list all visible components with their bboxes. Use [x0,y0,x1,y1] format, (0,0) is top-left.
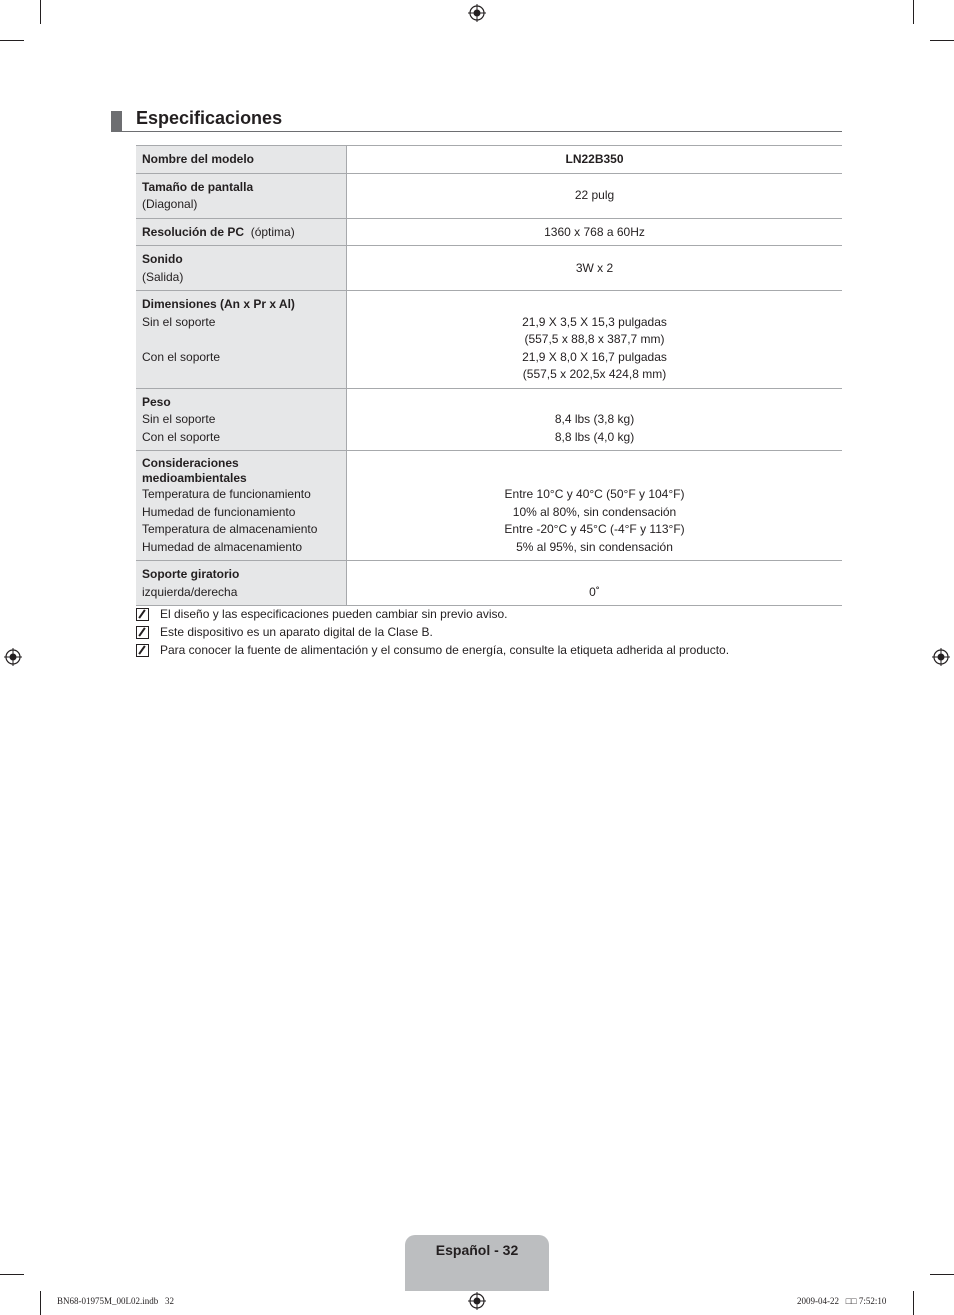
crop-mark [930,40,954,41]
row-label: Tamaño de pantalla (Diagonal) [136,173,347,218]
note-text: El diseño y las especificaciones pueden cambiar sin previo aviso. [160,607,508,621]
crop-mark [913,1291,914,1315]
notes-list [136,605,729,659]
list-item [136,641,729,659]
row-value: 8,4 lbs (3,8 kg) 8,8 lbs (4,0 kg) [347,388,843,451]
table-row-weight [136,388,842,451]
row-value [347,146,843,174]
row-value: 3W x 2 [347,246,843,291]
row-label: Nombre del modelo [136,146,347,174]
row-value: 21,9 X 3,5 X 15,3 pulgadas (557,5 x 88,8 x 387,7 mm) 21,9 X 8,0 X 16,7 pulgadas (557,5 x 202,5x 424,8 mm) [347,291,843,389]
registration-mark-icon [468,4,486,22]
table-row-pc-resolution [136,218,842,246]
date-slug: 2009-04-22 □□ 7:52:10 [797,1296,887,1306]
note-text: Este dispositivo es un aparato digital de la Clase B. [160,625,433,639]
note-icon [136,644,149,657]
table-row-dimensions [136,291,842,389]
registration-mark-icon [468,1292,486,1310]
note-text: Para conocer la fuente de alimentación y el consumo de energía, consulte la etiqueta adherida al producto. [160,643,730,657]
pc-resolution-label: Resolución de PC (óptima) [142,224,295,239]
row-label: Dimensiones (An x Pr x Al) Sin el soporte Con el soporte [136,291,347,389]
heading-rule [111,131,842,132]
row-label [136,218,347,246]
table-row-sound [136,246,842,291]
note-icon [136,626,149,639]
page-number: Español - 32 [435,1242,519,1258]
row-label: Soporte giratorio izquierda/derecha [136,561,347,606]
page-title: Especificaciones [136,108,283,128]
row-label: Sonido (Salida) [136,246,347,291]
crop-mark [40,1291,41,1315]
model-value: LN22B350 [565,152,624,166]
row-value: 1360 x 768 a 60Hz [347,218,843,246]
list-item [136,605,729,623]
table-row-environment [136,451,842,561]
crop-mark [40,0,41,24]
file-slug: BN68-01975M_00L02.indb 32 [57,1296,174,1306]
crop-mark [930,1274,954,1275]
row-label: Peso Sin el soporte Con el soporte [136,388,347,451]
table-row-screen [136,173,842,218]
crop-mark [0,1274,24,1275]
row-value: Entre 10°C y 40°C (50°F y 104°F) 10% al 80%, sin condensación Entre -20°C y 45°C (-4°F y 113°F) 5% al 95%, sin condensación [347,451,843,561]
section-marker [111,111,122,131]
row-label: Consideraciones medioambientales Temperatura de funcionamiento Humedad de funcionamiento Temperatura de almacenamiento Humedad de almacenamiento [136,451,347,561]
row-value: 22 pulg [347,173,843,218]
registration-mark-icon [932,648,950,666]
crop-mark [0,40,24,41]
spec-table [136,145,842,606]
table-row-swivel [136,561,842,606]
table-row-model [136,146,842,174]
crop-mark [913,0,914,24]
registration-mark-icon [4,648,22,666]
note-icon [136,608,149,621]
list-item [136,623,729,641]
row-value: 0˚ [347,561,843,606]
